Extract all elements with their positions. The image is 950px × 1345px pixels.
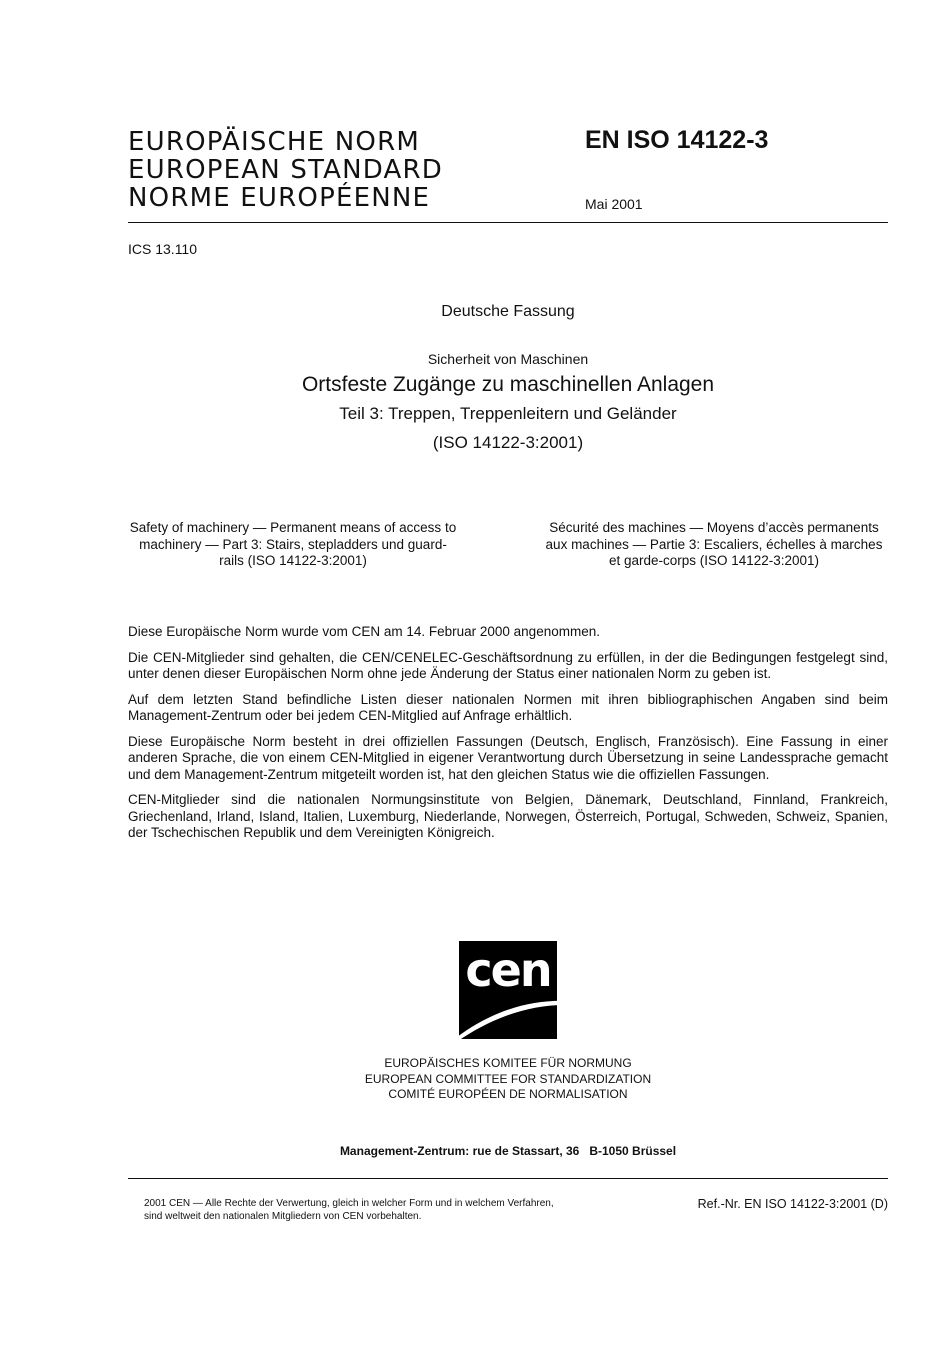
paragraph: Die CEN-Mitglieder sind gehalten, die CEN/CENELEC-Geschäftsordnung zu erfüllen, in der die Bedingungen festgelegt sind, unter denen dieser Europäischen Norm ohne jede Änderung der Status einer nationalen Norm zu geben ist. — [128, 649, 888, 681]
standard-id: EN ISO 14122-3 — [585, 126, 769, 154]
iso-reference: (ISO 14122-3:2001) — [432, 433, 584, 452]
committee-names — [128, 1056, 888, 1103]
norm-title-fr: NORME EUROPÉENNE — [128, 183, 431, 213]
paragraph: Diese Europäische Norm wurde vom CEN am 14. Februar 2000 angenommen. — [128, 624, 600, 639]
publication-date: Mai 2001 — [585, 196, 643, 212]
management-address: Management-Zentrum: rue de Stassart, 36 B-1050 Brüssel — [339, 1144, 677, 1158]
paragraph: Auf dem letzten Stand befindliche Listen dieser nationalen Normen mit ihren bibliographischen Angaben sind beim Management-Zentrum oder bei jedem CEN-Mitglied auf Anfrage erhältlich. — [128, 691, 888, 723]
body-text — [128, 624, 888, 851]
committee-name-de: EUROPÄISCHES KOMITEE FÜR NORMUNG — [384, 1056, 632, 1070]
document-subtitle: Sicherheit von Maschinen — [427, 351, 589, 367]
logo-text: cen — [465, 943, 551, 997]
committee-name-fr: COMITÉ EUROPÉEN DE NORMALISATION — [388, 1087, 628, 1101]
copyright-line: sind weltweit den nationalen Mitgliedern von CEN vorbehalten. — [144, 1210, 422, 1222]
paragraph: CEN-Mitglieder sind die nationalen Normungsinstitute von Belgien, Dänemark, Deutschland, Finnland, Frankreich, Griechenland, Irland, Island, Italien, Luxemburg, Niederlande, Norwegen, Österreich, Portugal, Schweden, Schweiz, Spanien, der Tschechischen Republik und dem Vereinigten Königreich. — [128, 792, 888, 840]
version-label: Deutsche Fassung — [441, 303, 575, 320]
paragraph: Diese Europäische Norm besteht in drei offiziellen Fassungen (Deutsch, Englisch, Französisch). Eine Fassung in einer anderen Sprache, die von einem CEN-Mitglied in eigener Verantwortung durch Übersetzung in seine Landessprache gemacht und dem Management-Zentrum mitgeteilt worden ist, hat den gleichen Status wie die offiziellen Fassungen. — [128, 733, 888, 782]
copyright-notice — [144, 1198, 614, 1223]
english-title: Safety of machinery — Permanent means of access to machinery — Part 3: Stairs, stepladders und guard-rails (ISO 14122-3:2001) — [129, 520, 457, 568]
part-title: Teil 3: Treppen, Treppenleitern und Geländer — [339, 404, 677, 423]
footer-divider — [128, 1178, 888, 1179]
norm-titles — [128, 128, 568, 212]
committee-name-en: EUROPEAN COMMITTEE FOR STANDARDIZATION — [364, 1071, 652, 1086]
reference-number: Ref.-Nr. EN ISO 14122-3:2001 (D) — [697, 1197, 888, 1211]
french-title: Sécurité des machines — Moyens d’accès permanents aux machines — Partie 3: Escaliers, échelles à marches et garde-corps (ISO 14122-3:2001) — [545, 520, 883, 568]
cen-logo-icon — [452, 941, 572, 1043]
header-divider — [128, 222, 888, 223]
ics-code: ICS 13.110 — [128, 241, 198, 257]
document-title: Ortsfeste Zugänge zu maschinellen Anlagen — [301, 373, 715, 396]
copyright-line: 2001 CEN — Alle Rechte der Verwertung, gleich in welcher Form und in welchem Verfahren, — [144, 1198, 554, 1209]
norm-title-de: EUROPÄISCHE NORM — [128, 127, 420, 157]
norm-title-en: EUROPEAN STANDARD — [128, 155, 444, 185]
cen-logo — [452, 941, 572, 1043]
